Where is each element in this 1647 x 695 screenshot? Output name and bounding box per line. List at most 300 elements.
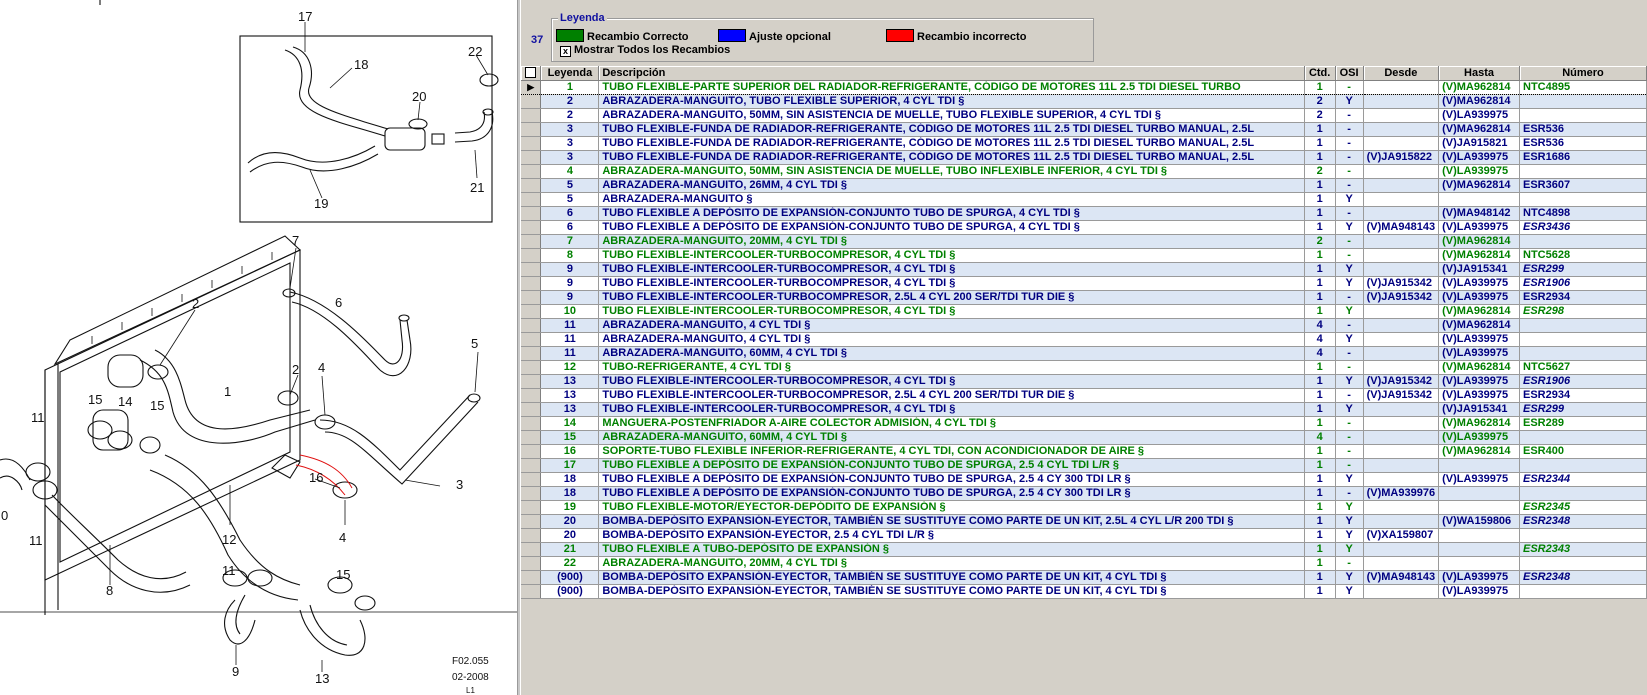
cell-leyenda: 18 bbox=[541, 473, 599, 487]
cell-osi: - bbox=[1335, 151, 1363, 165]
row-selector[interactable] bbox=[521, 445, 541, 459]
callout-15b[interactable]: 15 bbox=[150, 398, 165, 413]
callout-6[interactable]: 6 bbox=[335, 295, 343, 310]
cell-desde bbox=[1363, 193, 1438, 207]
cell-numero: ESR299 bbox=[1520, 403, 1647, 417]
cell-osi: - bbox=[1335, 179, 1363, 193]
table-row[interactable] bbox=[521, 585, 1647, 599]
cell-leyenda: 20 bbox=[541, 515, 599, 529]
row-selector[interactable] bbox=[521, 347, 541, 361]
cell-leyenda: 19 bbox=[541, 501, 599, 515]
cell-numero bbox=[1520, 109, 1647, 123]
row-selector[interactable] bbox=[521, 123, 541, 137]
row-selector[interactable] bbox=[521, 165, 541, 179]
callout-3[interactable]: 3 bbox=[456, 477, 464, 492]
cell-numero: ESR2345 bbox=[1520, 501, 1647, 515]
callout-12[interactable]: 12 bbox=[222, 532, 237, 547]
cell-ctd: 1 bbox=[1304, 445, 1335, 459]
cell-desde bbox=[1363, 207, 1438, 221]
cell-numero: ESR1906 bbox=[1520, 375, 1647, 389]
cell-numero: ESR298 bbox=[1520, 305, 1647, 319]
column-header-desde[interactable]: Desde bbox=[1363, 66, 1438, 81]
cell-desde bbox=[1363, 249, 1438, 263]
callout-11b[interactable]: 11 bbox=[29, 533, 43, 548]
cell-osi: Y bbox=[1335, 277, 1363, 291]
callout-20[interactable]: 20 bbox=[412, 89, 427, 104]
cell-ctd: 1 bbox=[1304, 459, 1335, 473]
cell-osi: - bbox=[1335, 137, 1363, 151]
cell-hasta: (V)JA915341 bbox=[1439, 403, 1520, 417]
table-row[interactable] bbox=[521, 529, 1647, 543]
cell-desde bbox=[1363, 179, 1438, 193]
row-selector[interactable] bbox=[521, 221, 541, 235]
cell-leyenda: 11 bbox=[541, 333, 599, 347]
cell-leyenda: 1 bbox=[541, 81, 599, 95]
cell-desc: ABRAZADERA-MANGUITO, 50MM, SIN ASISTENCIA DE MUELLE, TUBO INFLEXIBLE INFERIOR, 4 CYL TDI § bbox=[599, 165, 1304, 179]
cell-numero bbox=[1520, 235, 1647, 249]
cell-hasta: (V)MA962814 bbox=[1439, 123, 1520, 137]
cell-ctd: 1 bbox=[1304, 137, 1335, 151]
cell-hasta: (V)LA939975 bbox=[1439, 333, 1520, 347]
cell-desc: TUBO FLEXIBLE-FUNDA DE RADIADOR-REFRIGERANTE, CÓDIGO DE MOTORES 11L 2.5 TDI DIESEL TURBO MANUAL, 2.5L bbox=[599, 151, 1304, 165]
cell-ctd: 1 bbox=[1304, 487, 1335, 501]
cell-hasta: (V)MA948142 bbox=[1439, 207, 1520, 221]
table-row[interactable] bbox=[521, 347, 1647, 361]
column-header-leyenda[interactable]: Leyenda bbox=[541, 66, 599, 81]
table-row[interactable] bbox=[521, 165, 1647, 179]
cell-hasta bbox=[1439, 529, 1520, 543]
callout-2[interactable]: 2 bbox=[192, 296, 200, 311]
table-row[interactable] bbox=[521, 263, 1647, 277]
row-selector[interactable] bbox=[521, 109, 541, 123]
callout-16[interactable]: 16 bbox=[309, 470, 324, 485]
legend-correct bbox=[556, 29, 688, 41]
callout-21[interactable]: 21 bbox=[470, 180, 485, 195]
row-selector[interactable] bbox=[521, 291, 541, 305]
table-row[interactable] bbox=[521, 179, 1647, 193]
callout-15[interactable]: 15 bbox=[88, 392, 103, 407]
row-selector[interactable] bbox=[521, 319, 541, 333]
callout-13[interactable]: 13 bbox=[315, 671, 330, 686]
parts-grid-container[interactable] bbox=[521, 66, 1647, 695]
row-selector[interactable] bbox=[521, 277, 541, 291]
cell-desde bbox=[1363, 431, 1438, 445]
cell-desc: TUBO FLEXIBLE A DEPÓSITO DE EXPANSIÓN-CONJUNTO TUBO DE SPURGA, 4 CYL TDI § bbox=[599, 207, 1304, 221]
table-row[interactable] bbox=[521, 515, 1647, 529]
cell-ctd: 4 bbox=[1304, 319, 1335, 333]
row-selector[interactable] bbox=[521, 249, 541, 263]
column-header-ctd[interactable]: Ctd. bbox=[1304, 66, 1335, 81]
legend-incorrect bbox=[886, 29, 1026, 41]
legend-optional-swatch bbox=[718, 29, 746, 42]
cell-numero bbox=[1520, 431, 1647, 445]
callout-11[interactable]: 11 bbox=[31, 410, 45, 425]
cell-hasta bbox=[1439, 543, 1520, 557]
cell-desde bbox=[1363, 319, 1438, 333]
cell-desde: (V)JA915342 bbox=[1363, 291, 1438, 305]
cell-desc: TUBO-REFRIGERANTE, 4 CYL TDI § bbox=[599, 361, 1304, 375]
cell-osi: - bbox=[1335, 557, 1363, 571]
cell-desde bbox=[1363, 347, 1438, 361]
cell-numero: ESR3607 bbox=[1520, 179, 1647, 193]
row-selector[interactable] bbox=[521, 571, 541, 585]
table-row[interactable] bbox=[521, 459, 1647, 473]
cell-desde bbox=[1363, 403, 1438, 417]
row-selector[interactable] bbox=[521, 585, 541, 599]
row-selector[interactable] bbox=[521, 361, 541, 375]
cell-hasta: (V)MA962814 bbox=[1439, 361, 1520, 375]
cell-ctd: 1 bbox=[1304, 585, 1335, 599]
cell-ctd: 1 bbox=[1304, 277, 1335, 291]
cell-desde bbox=[1363, 585, 1438, 599]
cell-hasta: (V)LA939975 bbox=[1439, 375, 1520, 389]
cell-leyenda: 5 bbox=[541, 193, 599, 207]
table-row[interactable] bbox=[521, 501, 1647, 515]
cell-ctd: 1 bbox=[1304, 473, 1335, 487]
legend-incorrect-label: Recambio incorrecto bbox=[917, 31, 1027, 43]
cell-numero: ESR299 bbox=[1520, 263, 1647, 277]
cell-ctd: 1 bbox=[1304, 81, 1335, 95]
cell-desc: BOMBA-DEPÓSITO EXPANSIÓN-EYECTOR, TAMBIÉN SE SUSTITUYE COMO PARTE DE UN KIT, 4 CYL TDI § bbox=[599, 571, 1304, 585]
row-selector[interactable] bbox=[521, 529, 541, 543]
legend-optional-label: Ajuste opcional bbox=[749, 31, 831, 43]
cell-numero: NTC4895 bbox=[1520, 81, 1647, 95]
cell-ctd: 1 bbox=[1304, 263, 1335, 277]
table-row[interactable] bbox=[521, 445, 1647, 459]
legend-correct-label: Recambio Correcto bbox=[587, 31, 689, 43]
cell-hasta bbox=[1439, 193, 1520, 207]
cell-numero: ESR3436 bbox=[1520, 221, 1647, 235]
cell-osi: Y bbox=[1335, 403, 1363, 417]
table-row[interactable] bbox=[521, 123, 1647, 137]
cell-numero: ESR2348 bbox=[1520, 515, 1647, 529]
table-row[interactable] bbox=[521, 95, 1647, 109]
cell-hasta: (V)LA939975 bbox=[1439, 347, 1520, 361]
row-selector[interactable] bbox=[521, 459, 541, 473]
row-selector[interactable] bbox=[521, 193, 541, 207]
cell-ctd: 1 bbox=[1304, 207, 1335, 221]
row-selector[interactable] bbox=[521, 487, 541, 501]
cell-numero bbox=[1520, 95, 1647, 109]
table-row[interactable] bbox=[521, 333, 1647, 347]
parts-count: 37 bbox=[531, 34, 544, 46]
table-row[interactable] bbox=[521, 557, 1647, 571]
row-selector[interactable] bbox=[521, 207, 541, 221]
show-all-parts-checkbox[interactable] bbox=[560, 44, 730, 57]
table-row[interactable] bbox=[521, 109, 1647, 123]
cell-leyenda: 7 bbox=[541, 235, 599, 249]
row-selector[interactable] bbox=[521, 375, 541, 389]
cell-osi: Y bbox=[1335, 585, 1363, 599]
callout-11c[interactable]: 11 bbox=[222, 563, 236, 578]
table-row[interactable] bbox=[521, 319, 1647, 333]
legend-box bbox=[551, 12, 1094, 62]
cell-leyenda: 10 bbox=[541, 305, 599, 319]
cell-osi: Y bbox=[1335, 193, 1363, 207]
cell-ctd: 2 bbox=[1304, 95, 1335, 109]
cell-ctd: 4 bbox=[1304, 333, 1335, 347]
table-row[interactable] bbox=[521, 291, 1647, 305]
cell-desc: TUBO FLEXIBLE A DEPÓSITO DE EXPANSIÓN-CONJUNTO TUBO DE SPURGA, 2.5 4 CY 300 TDI LR § bbox=[599, 487, 1304, 501]
row-selector[interactable] bbox=[521, 417, 541, 431]
column-header-hasta[interactable]: Hasta bbox=[1439, 66, 1520, 81]
cell-numero: ESR2934 bbox=[1520, 291, 1647, 305]
cell-hasta: (V)LA939975 bbox=[1439, 165, 1520, 179]
cell-hasta: (V)MA962814 bbox=[1439, 249, 1520, 263]
cell-leyenda: 13 bbox=[541, 389, 599, 403]
row-selector[interactable] bbox=[521, 137, 541, 151]
table-row[interactable] bbox=[521, 375, 1647, 389]
row-selector[interactable] bbox=[521, 305, 541, 319]
cell-desc: TUBO FLEXIBLE-INTERCOOLER-TURBOCOMPRESOR, 4 CYL TDI § bbox=[599, 403, 1304, 417]
cell-desde: (V)JA915342 bbox=[1363, 389, 1438, 403]
cell-leyenda: 18 bbox=[541, 487, 599, 501]
table-row[interactable] bbox=[521, 137, 1647, 151]
cell-ctd: 1 bbox=[1304, 389, 1335, 403]
table-row[interactable] bbox=[521, 81, 1647, 95]
row-selector[interactable] bbox=[521, 515, 541, 529]
cell-desc: TUBO FLEXIBLE A DEPÓSITO DE EXPANSIÓN-CONJUNTO TUBO DE SPURGA, 2.5 4 CY 300 TDI LR § bbox=[599, 473, 1304, 487]
cell-osi: - bbox=[1335, 431, 1363, 445]
callout-22[interactable]: 22 bbox=[468, 44, 483, 59]
cell-osi: - bbox=[1335, 235, 1363, 249]
table-row[interactable] bbox=[521, 543, 1647, 557]
cell-desde bbox=[1363, 263, 1438, 277]
callout-5[interactable]: 5 bbox=[471, 336, 479, 351]
cell-desc: ABRAZADERA-MANGUITO, 26MM, 4 CYL TDI § bbox=[599, 179, 1304, 193]
cell-desde bbox=[1363, 515, 1438, 529]
cell-leyenda: 17 bbox=[541, 459, 599, 473]
cell-desc: TUBO FLEXIBLE A DEPÓSITO DE EXPANSIÓN-CONJUNTO TUBO DE SPURGA, 4 CYL TDI § bbox=[599, 221, 1304, 235]
table-row[interactable] bbox=[521, 389, 1647, 403]
cell-leyenda: 22 bbox=[541, 557, 599, 571]
row-selector[interactable] bbox=[521, 543, 541, 557]
cell-desde: (V)JA915342 bbox=[1363, 277, 1438, 291]
table-row[interactable] bbox=[521, 221, 1647, 235]
callout-9[interactable]: 9 bbox=[232, 664, 240, 679]
cell-leyenda: 2 bbox=[541, 95, 599, 109]
cell-desc: MANGUERA-POSTENFRIADOR A-AIRE COLECTOR ADMISIÓN, 4 CYL TDI § bbox=[599, 417, 1304, 431]
cell-osi: - bbox=[1335, 291, 1363, 305]
callout-8[interactable]: 8 bbox=[106, 583, 114, 598]
cell-hasta: (V)MA962814 bbox=[1439, 445, 1520, 459]
table-row[interactable] bbox=[521, 431, 1647, 445]
legend-optional bbox=[718, 29, 831, 41]
select-all-header[interactable] bbox=[521, 66, 541, 81]
cell-hasta: (V)LA939975 bbox=[1439, 109, 1520, 123]
callout-14[interactable]: 14 bbox=[118, 394, 133, 409]
cell-ctd: 1 bbox=[1304, 417, 1335, 431]
table-row[interactable] bbox=[521, 193, 1647, 207]
cell-ctd: 2 bbox=[1304, 165, 1335, 179]
row-selector[interactable] bbox=[521, 263, 541, 277]
cell-desde bbox=[1363, 557, 1438, 571]
cell-leyenda: (900) bbox=[541, 571, 599, 585]
cell-leyenda: 3 bbox=[541, 137, 599, 151]
cell-ctd: 1 bbox=[1304, 291, 1335, 305]
cell-desc: TUBO FLEXIBLE-INTERCOOLER-TURBOCOMPRESOR, 4 CYL TDI § bbox=[599, 263, 1304, 277]
callout-1[interactable]: 1 bbox=[224, 384, 232, 399]
cell-leyenda: 9 bbox=[541, 291, 599, 305]
row-selector[interactable] bbox=[521, 501, 541, 515]
legend-incorrect-swatch bbox=[886, 29, 914, 42]
cell-desde bbox=[1363, 333, 1438, 347]
cell-desde bbox=[1363, 445, 1438, 459]
cell-osi: - bbox=[1335, 389, 1363, 403]
cell-leyenda: 11 bbox=[541, 319, 599, 333]
cell-desc: SOPORTE-TUBO FLEXIBLE INFERIOR-REFRIGERANTE, 4 CYL TDI, CON ACONDICIONADOR DE AIRE § bbox=[599, 445, 1304, 459]
cell-desde bbox=[1363, 473, 1438, 487]
cell-desc: TUBO FLEXIBLE-INTERCOOLER-TURBOCOMPRESOR, 4 CYL TDI § bbox=[599, 249, 1304, 263]
cell-leyenda: 6 bbox=[541, 221, 599, 235]
table-row[interactable] bbox=[521, 417, 1647, 431]
cell-leyenda: 15 bbox=[541, 431, 599, 445]
cell-desde bbox=[1363, 417, 1438, 431]
cell-ctd: 4 bbox=[1304, 347, 1335, 361]
cell-leyenda: 8 bbox=[541, 249, 599, 263]
parts-diagram-drawing bbox=[0, 0, 517, 695]
callout-17[interactable]: 17 bbox=[298, 9, 313, 24]
row-selector[interactable] bbox=[521, 431, 541, 445]
cell-osi: Y bbox=[1335, 305, 1363, 319]
parts-diagram[interactable] bbox=[0, 0, 517, 695]
cell-desc: ABRAZADERA-MANGUITO § bbox=[599, 193, 1304, 207]
table-row[interactable] bbox=[521, 207, 1647, 221]
cell-desde bbox=[1363, 361, 1438, 375]
cell-desc: TUBO FLEXIBLE-INTERCOOLER-TURBOCOMPRESOR, 4 CYL TDI § bbox=[599, 277, 1304, 291]
cell-desde: (V)MA939976 bbox=[1363, 487, 1438, 501]
cell-desde bbox=[1363, 123, 1438, 137]
select-all-checkbox[interactable] bbox=[525, 67, 536, 78]
cell-desc: ABRAZADERA-MANGUITO, 60MM, 4 CYL TDI § bbox=[599, 431, 1304, 445]
table-row[interactable] bbox=[521, 249, 1647, 263]
callout-15c[interactable]: 15 bbox=[336, 567, 351, 582]
cell-osi: - bbox=[1335, 487, 1363, 501]
table-row[interactable] bbox=[521, 305, 1647, 319]
cell-numero: ESR2934 bbox=[1520, 389, 1647, 403]
cell-hasta: (V)LA939975 bbox=[1439, 277, 1520, 291]
row-selector[interactable]: ▶ bbox=[521, 81, 541, 95]
cell-osi: Y bbox=[1335, 221, 1363, 235]
table-row[interactable] bbox=[521, 487, 1647, 501]
row-selector[interactable] bbox=[521, 473, 541, 487]
cell-desde bbox=[1363, 305, 1438, 319]
table-row[interactable] bbox=[521, 235, 1647, 249]
row-selector[interactable] bbox=[521, 95, 541, 109]
table-row[interactable] bbox=[521, 361, 1647, 375]
cell-osi: - bbox=[1335, 347, 1363, 361]
row-selector[interactable] bbox=[521, 389, 541, 403]
cell-osi: - bbox=[1335, 361, 1363, 375]
cell-osi: Y bbox=[1335, 515, 1363, 529]
cell-numero: ESR1686 bbox=[1520, 151, 1647, 165]
cell-desc: TUBO FLEXIBLE-INTERCOOLER-TURBOCOMPRESOR, 2.5L 4 CYL 200 SER/TDI TUR DIE § bbox=[599, 389, 1304, 403]
cell-osi: Y bbox=[1335, 501, 1363, 515]
column-header-numero[interactable]: Número bbox=[1520, 66, 1647, 81]
cell-desde bbox=[1363, 81, 1438, 95]
cell-numero: ESR536 bbox=[1520, 123, 1647, 137]
cell-numero bbox=[1520, 557, 1647, 571]
cell-numero: ESR2343 bbox=[1520, 543, 1647, 557]
cell-osi: Y bbox=[1335, 543, 1363, 557]
table-row[interactable] bbox=[521, 277, 1647, 291]
cell-hasta: (V)JA915341 bbox=[1439, 263, 1520, 277]
cell-hasta bbox=[1439, 557, 1520, 571]
cell-desde bbox=[1363, 459, 1438, 473]
cell-numero bbox=[1520, 585, 1647, 599]
cell-ctd: 2 bbox=[1304, 109, 1335, 123]
show-all-label: Mostrar Todos los Recambios bbox=[574, 44, 731, 56]
cell-hasta: (V)LA939975 bbox=[1439, 291, 1520, 305]
cell-ctd: 1 bbox=[1304, 501, 1335, 515]
row-selector[interactable] bbox=[521, 179, 541, 193]
cell-numero bbox=[1520, 193, 1647, 207]
cell-leyenda: 16 bbox=[541, 445, 599, 459]
row-selector[interactable] bbox=[521, 403, 541, 417]
cell-ctd: 1 bbox=[1304, 375, 1335, 389]
row-selector[interactable] bbox=[521, 557, 541, 571]
cell-osi: - bbox=[1335, 207, 1363, 221]
cell-numero: ESR536 bbox=[1520, 137, 1647, 151]
cell-osi: - bbox=[1335, 109, 1363, 123]
cell-leyenda: 3 bbox=[541, 123, 599, 137]
table-row[interactable] bbox=[521, 403, 1647, 417]
table-row[interactable] bbox=[521, 151, 1647, 165]
cell-desc: BOMBA-DEPÓSITO EXPANSIÓN-EYECTOR, TAMBIÉN SE SUSTITUYE COMO PARTE DE UN KIT, 2.5L 4 CYL L/R 200 TDI § bbox=[599, 515, 1304, 529]
row-selector[interactable] bbox=[521, 151, 541, 165]
cell-hasta: (V)MA962814 bbox=[1439, 305, 1520, 319]
row-selector[interactable] bbox=[521, 235, 541, 249]
callout-4b[interactable]: 4 bbox=[339, 530, 347, 545]
cell-ctd: 1 bbox=[1304, 305, 1335, 319]
cell-numero: NTC4898 bbox=[1520, 207, 1647, 221]
cell-hasta: (V)MA962814 bbox=[1439, 179, 1520, 193]
cell-hasta: (V)LA939975 bbox=[1439, 571, 1520, 585]
cell-hasta: (V)LA939975 bbox=[1439, 585, 1520, 599]
cell-desde: (V)MA948143 bbox=[1363, 571, 1438, 585]
callout-19[interactable]: 19 bbox=[314, 196, 329, 211]
table-row[interactable] bbox=[521, 571, 1647, 585]
cell-numero bbox=[1520, 165, 1647, 179]
cell-osi: - bbox=[1335, 319, 1363, 333]
cell-leyenda: 9 bbox=[541, 277, 599, 291]
cell-numero bbox=[1520, 319, 1647, 333]
table-row[interactable] bbox=[521, 473, 1647, 487]
callout-0[interactable]: 0 bbox=[1, 508, 9, 523]
cell-desde bbox=[1363, 137, 1438, 151]
parts-grid bbox=[521, 66, 1647, 599]
callout-2b[interactable]: 2 bbox=[292, 362, 300, 377]
callout-18[interactable]: 18 bbox=[354, 57, 369, 72]
row-selector[interactable] bbox=[521, 333, 541, 347]
cell-desc: TUBO FLEXIBLE A DEPÓSITO DE EXPANSIÓN-CONJUNTO TUBO DE SPURGA, 2.5 4 CYL TDI L/R § bbox=[599, 459, 1304, 473]
cell-osi: Y bbox=[1335, 95, 1363, 109]
callout-4[interactable]: 4 bbox=[318, 360, 326, 375]
cell-desc: ABRAZADERA-MANGUITO, 20MM, 4 CYL TDI § bbox=[599, 235, 1304, 249]
callout-7[interactable]: 7 bbox=[292, 233, 300, 248]
cell-desde bbox=[1363, 109, 1438, 123]
column-header-descripcion[interactable]: Descripción bbox=[599, 66, 1304, 81]
figure-code: F02.055 bbox=[452, 656, 489, 667]
cell-ctd: 1 bbox=[1304, 403, 1335, 417]
cell-ctd: 1 bbox=[1304, 151, 1335, 165]
cell-leyenda: 6 bbox=[541, 207, 599, 221]
cell-desc: ABRAZADERA-MANGUITO, 4 CYL TDI § bbox=[599, 319, 1304, 333]
cell-numero: NTC5627 bbox=[1520, 361, 1647, 375]
checkbox-box[interactable]: x bbox=[560, 46, 571, 57]
cell-ctd: 1 bbox=[1304, 529, 1335, 543]
column-header-osi[interactable]: OSI bbox=[1335, 66, 1363, 81]
